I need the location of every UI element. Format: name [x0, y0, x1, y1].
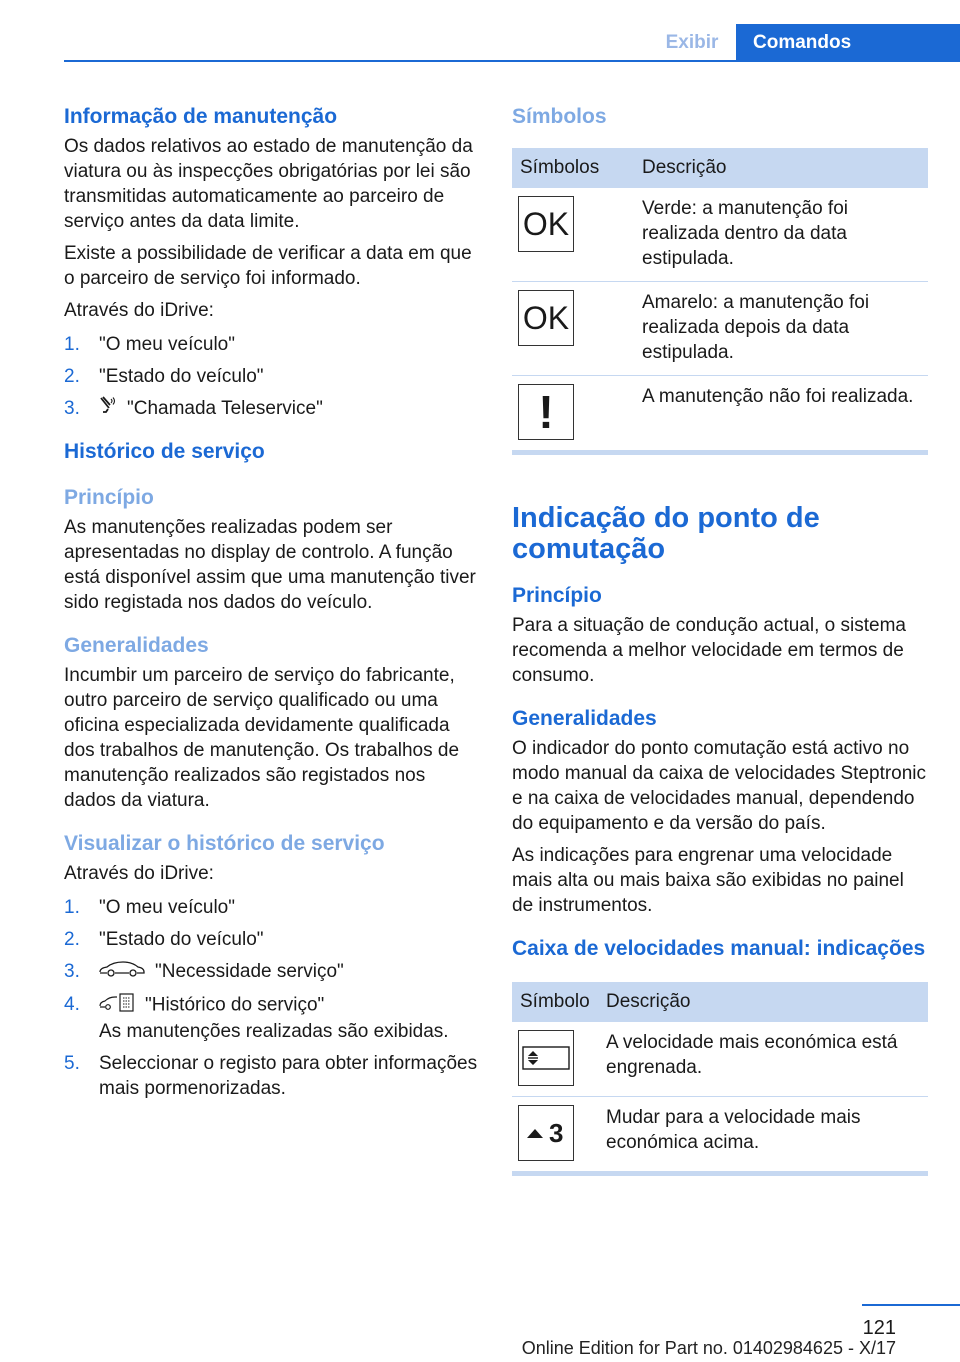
- right-column: [512, 100, 928, 1176]
- table-row: OK Verde: a manutenção foi realizada dentro da data estipulada.: [512, 188, 928, 282]
- table-header: Símbolos: [512, 148, 634, 188]
- table-row: ! A manutenção não foi realizada.: [512, 376, 928, 451]
- paragraph: Através do iDrive:: [64, 300, 214, 321]
- paragraph: Incumbir um parceiro de serviço do fabricante, outro parceiro de serviço qualificado ou uma oficina especializada devidamente qualificada dos trabalhos de manutenção. Os trabalhos de manutenção realizados são registados nos dados da viatura.: [64, 665, 460, 812]
- page-number: 121: [862, 1317, 896, 1339]
- gearbox-table: [512, 982, 928, 1171]
- steps-list-1: [64, 332, 480, 421]
- paragraph: Para a situação de condução actual, o sistema recomenda a melhor velocidade em termos de consumo.: [512, 615, 906, 686]
- optimal-gear-icon: [518, 1030, 574, 1086]
- list-item: 3. "Chamada Teleservice": [64, 396, 480, 421]
- table-row: A velocidade mais económica está engrenada.: [512, 1022, 928, 1097]
- subsection-title-principle: Princípio: [64, 486, 154, 510]
- paragraph: As indicações para engrenar uma velocidade mais alta ou mais baixa são exibidas no painel de instrumentos.: [512, 845, 904, 916]
- paragraph: O indicador do ponto comutação está activo no modo manual da caixa de velocidades Steptronic e na caixa de velocidades manual, dependendo do equipamento e da versão do país.: [512, 738, 927, 834]
- subsection-title-manual-gearbox: Caixa de velocidades manual: indicações: [512, 937, 926, 960]
- table-header: Símbolo: [512, 982, 598, 1022]
- table-row: 3 Mudar para a velocidade mais económica acima.: [512, 1097, 928, 1172]
- table-header: Descrição: [598, 982, 928, 1022]
- tab-exibir[interactable]: Exibir: [665, 32, 719, 53]
- section-title-maintenance-info: Informação de manutenção: [64, 105, 338, 128]
- table-row: OK Amarelo: a manutenção foi realizada depois da data estipulada.: [512, 282, 928, 376]
- subsection-title-general: Generalidades: [512, 707, 657, 730]
- ok-green-icon: OK: [518, 196, 574, 252]
- symbols-table: [512, 148, 928, 450]
- paragraph: Os dados relativos ao estado de manutenção da viatura ou às inspecções obrigatórias por lei são transmitidas automaticamente ao parceiro de serviço antes da data limite.: [64, 136, 473, 232]
- teleservice-icon: [99, 396, 117, 421]
- list-item: 1. "O meu veículo": [64, 334, 235, 355]
- list-item: 2. "Estado do veículo": [64, 929, 264, 951]
- section-title-service-history: Histórico de serviço: [64, 440, 265, 464]
- ok-yellow-icon: OK: [518, 290, 574, 346]
- section-title-shift-point: Indicação do ponto de comutação: [512, 502, 820, 565]
- left-column: [64, 100, 480, 1108]
- subsection-title-general: Generalidades: [64, 634, 209, 658]
- footer-rule: [862, 1304, 960, 1306]
- table-end-rule: [512, 450, 928, 455]
- upshift-icon: 3: [518, 1105, 574, 1161]
- section-title-symbols: Símbolos: [512, 105, 607, 128]
- subsection-title-principle: Princípio: [512, 584, 602, 607]
- car-icon: [99, 960, 145, 985]
- list-item: 3. "Necessidade serviço": [64, 959, 480, 984]
- warning-exclamation-icon: !: [518, 384, 574, 440]
- table-header: Descrição: [634, 148, 928, 188]
- steps-list-2: [64, 895, 480, 1100]
- table-end-rule: [512, 1171, 928, 1176]
- subsection-title-view-history: Visualizar o histórico de serviço: [64, 832, 385, 856]
- paragraph: As manutenções realizadas podem ser apresentadas no display de controlo. A função está disponível assim que uma manutenção tiver sido registada nos dados do veículo.: [64, 517, 476, 614]
- list-item: 5. Seleccionar o registo para obter informações mais pormenorizadas.: [64, 1052, 478, 1099]
- service-history-icon: [99, 992, 135, 1019]
- tab-comandos[interactable]: Comandos: [736, 24, 960, 62]
- list-item: 1. "O meu veículo": [64, 897, 235, 919]
- paragraph: Através do iDrive:: [64, 863, 214, 885]
- list-item: 2. "Estado do veículo": [64, 366, 264, 387]
- edition-text: Online Edition for Part no. 01402984625 - X/17: [521, 1338, 896, 1358]
- paragraph: Existe a possibilidade de verificar a data em que o parceiro de serviço foi informado.: [64, 243, 472, 289]
- list-item: 4. "Histórico do serviço" As manutenções realizadas são exibidas.: [64, 993, 449, 1042]
